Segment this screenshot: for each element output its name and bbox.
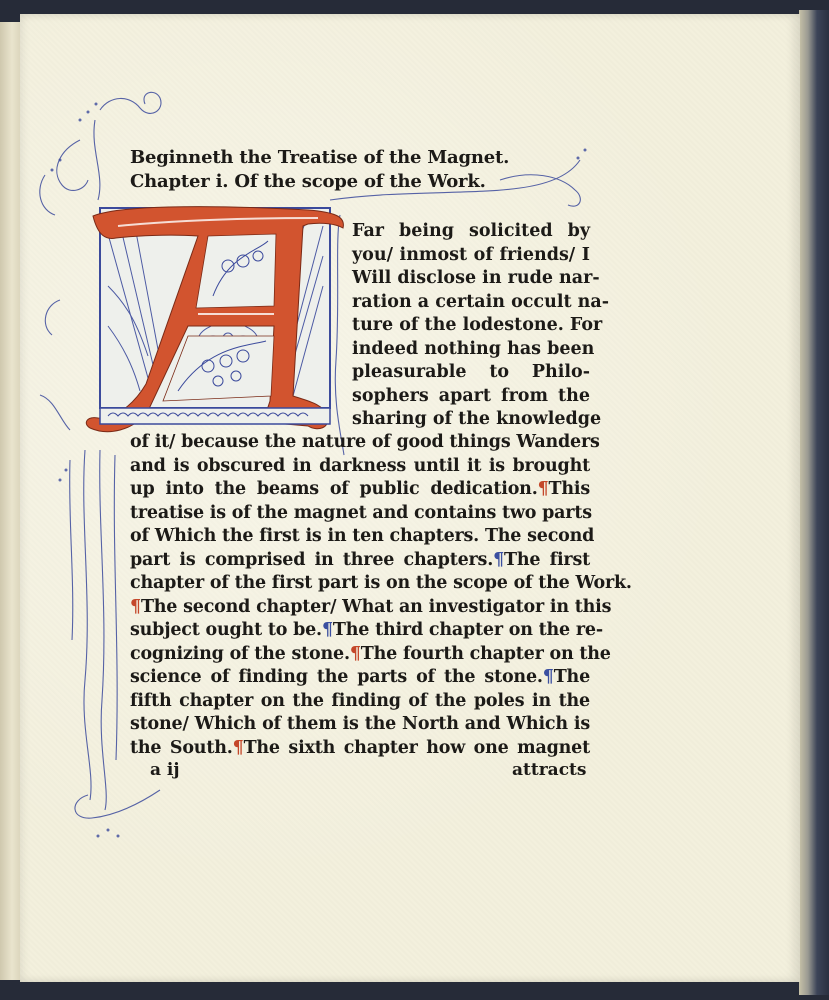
text-body <box>130 146 590 193</box>
text-line <box>130 455 590 479</box>
text-segment: The third chapter on the re- <box>332 620 603 640</box>
text-segment: and is obscured in darkness until it is brought <box>130 455 590 476</box>
pilcrow-red-icon: ¶ <box>537 479 549 499</box>
signature-mark: a ij <box>150 760 180 780</box>
pilcrow-red-icon: ¶ <box>232 737 244 758</box>
pilcrow-blue-icon: ¶ <box>321 620 333 640</box>
text-line <box>130 713 590 737</box>
text-segment: subject ought to be. <box>130 620 322 640</box>
pilcrow-blue-icon: ¶ <box>493 549 505 570</box>
text-segment: The second chapter/ What an investigator in this <box>140 596 612 617</box>
text-line <box>130 643 611 667</box>
text-segment: The <box>553 667 590 687</box>
chapter-heading-line-2: Chapter i. Of the scope of the Work. <box>130 170 486 192</box>
text-beside-initial <box>352 220 609 432</box>
text-segment: stone/ Which of them is the North and Which is <box>130 714 590 734</box>
text-line: sharing of the knowledge <box>352 409 602 429</box>
text-segment: science of finding the parts of the stone. <box>130 667 543 687</box>
left-page-edge <box>0 22 21 980</box>
text-line <box>130 737 590 761</box>
text-line: ture of the lodestone. For <box>352 315 603 335</box>
text-line: you/ inmost of friends/ I <box>352 244 590 265</box>
text-segment: part is comprised in three chapters. <box>130 549 494 570</box>
text-segment: the South. <box>130 737 233 758</box>
book-cover-edge <box>799 10 829 995</box>
text-segment: fifth chapter on the finding of the poles in the <box>130 690 590 711</box>
text-line <box>130 619 603 643</box>
text-line <box>130 690 590 714</box>
text-line: Far being solicited by <box>352 221 590 241</box>
catchword: attracts <box>512 760 587 780</box>
text-full-width <box>130 431 632 760</box>
text-line <box>130 502 590 526</box>
text-segment: The sixth chapter how one magnet <box>243 737 590 758</box>
text-line: Will disclose in rude nar- <box>352 268 600 288</box>
pilcrow-blue-icon: ¶ <box>542 667 554 687</box>
initial-letter: A <box>78 196 79 197</box>
text-segment: up into the beams of public dedication. <box>130 479 538 499</box>
text-line: indeed nothing has been <box>352 338 595 359</box>
text-segment: of Which the first is in ten chapters. The second <box>130 526 595 546</box>
text-line <box>130 666 590 690</box>
pilcrow-red-icon: ¶ <box>130 596 141 617</box>
text-segment: treatise is of the magnet and contains two parts <box>130 502 592 523</box>
text-line: sophers apart from the <box>352 385 590 406</box>
text-line <box>130 431 600 455</box>
text-line <box>130 572 632 596</box>
decorated-initial-a <box>78 196 348 446</box>
chapter-heading-line-1: Beginneth the Treatise of the Magnet. <box>130 147 510 168</box>
text-segment: cognizing of the stone. <box>130 643 350 664</box>
text-segment: The first <box>504 549 590 570</box>
text-segment: The fourth chapter on the <box>360 643 611 664</box>
text-segment: This <box>548 479 590 499</box>
text-line <box>130 549 590 573</box>
text-line: pleasurable to Philo- <box>352 362 590 382</box>
text-line <box>130 478 590 502</box>
text-segment: chapter of the first part is on the scope of the Work. <box>130 573 632 593</box>
pilcrow-red-icon: ¶ <box>349 643 361 664</box>
text-line <box>130 596 612 620</box>
text-line <box>130 525 595 549</box>
text-segment: of it/ because the nature of good things Wanders <box>130 432 600 452</box>
text-line: ration a certain occult na- <box>352 291 609 312</box>
